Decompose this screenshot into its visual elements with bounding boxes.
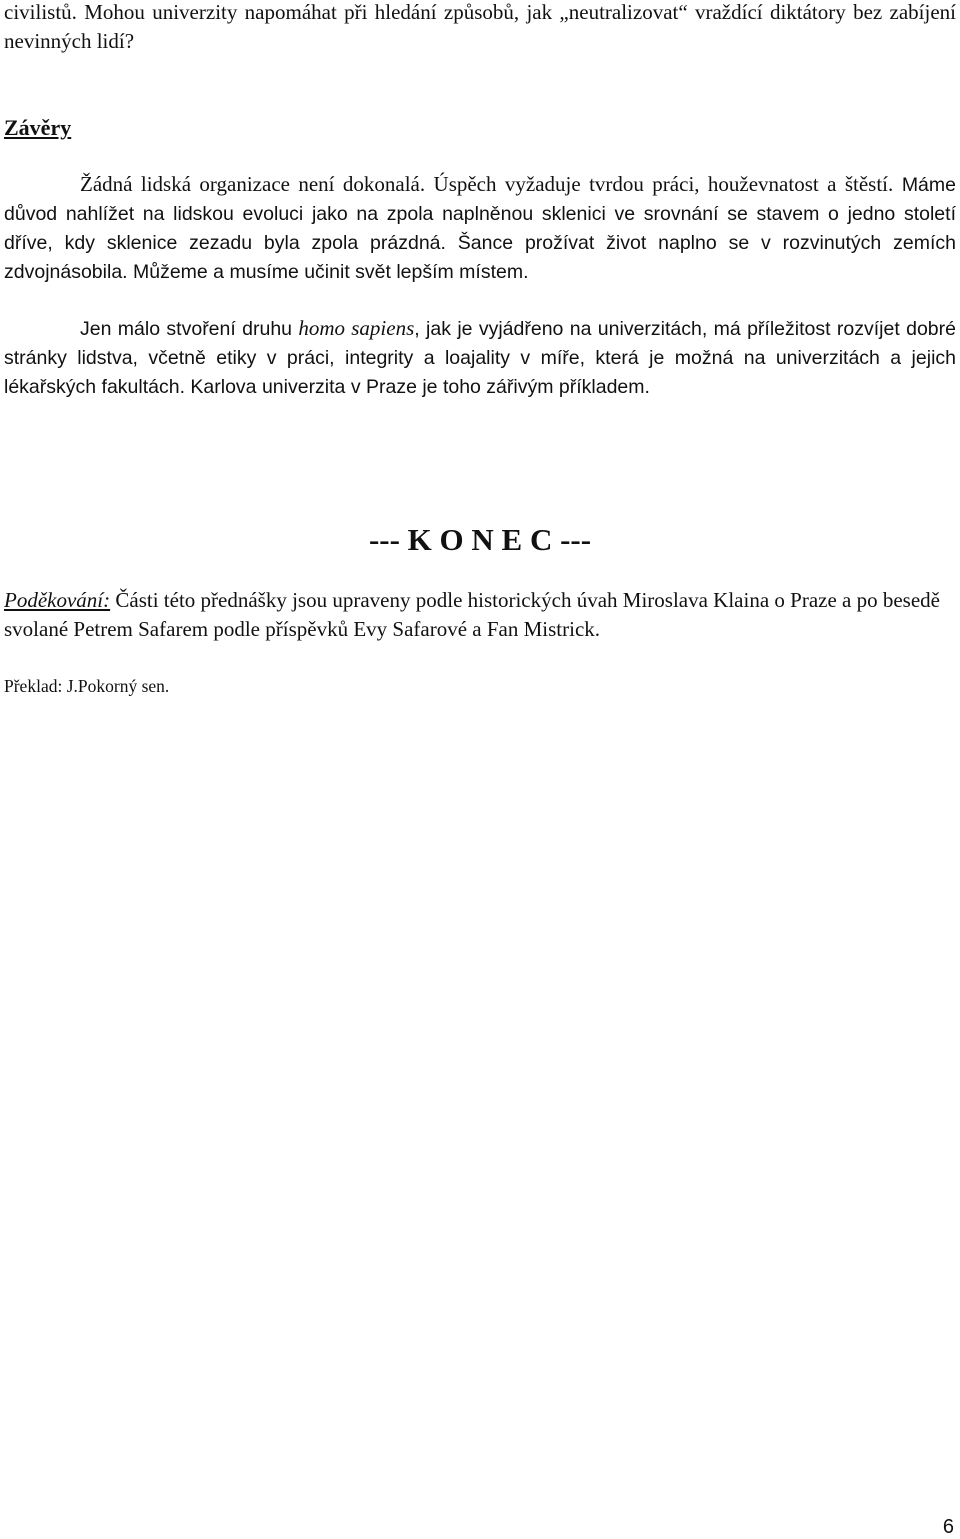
conclusion-text-2: Máme důvod nahlížet na lidskou evoluci jako na zpola naplněnou sklenici ve srovnání se stavem o jedno století dříve, kdy sklenice zezadu byla zpola prázdná. Šance prožívat život naplno se v rozvinutých zemích zdvojnásobila. Můžeme a musíme učinit svět lepším místem. bbox=[4, 174, 956, 283]
sapiens-text-after: , jak je vyjádřeno na univerzitách, má příležitost rozvíjet dobré stránky lidstva, včetně etiky v práci, integrity a loajality v míře, která je možná na univerzitách a jejich lékařských fakultách. Karlova univerzita v Praze je toho zářivým příkladem. bbox=[4, 318, 956, 398]
intro-paragraph bbox=[4, 0, 956, 56]
species-name: homo sapiens bbox=[298, 316, 415, 340]
acknowledgement-text: Části této přednášky jsou upraveny podle historických úvah Miroslava Klaina o Praze a po besedě svolané Petrem Safarem podle příspěvků Evy Safarové a Fan Mistrick. bbox=[4, 588, 940, 641]
section-heading-zavery: Závěry bbox=[4, 115, 72, 140]
translation-credit: Překlad: J.Pokorný sen. bbox=[4, 676, 170, 696]
sapiens-text-before: Jen málo stvoření druhu bbox=[80, 318, 299, 340]
acknowledgement-label: Poděkování: bbox=[4, 588, 111, 612]
acknowledgement-paragraph bbox=[4, 586, 956, 644]
page-number: 6 bbox=[942, 1516, 954, 1538]
intro-text: civilistů. Mohou univerzity napomáhat při hledání způsobů, jak „neutralizovat“ vraždící diktátory bez zabíjení nevinných lidí? bbox=[4, 0, 956, 53]
end-marker: --- K O N E C --- bbox=[368, 522, 592, 557]
conclusion-text-1: Žádná lidská organizace není dokonalá. Úspěch vyžaduje tvrdou práci, houževnatost a štěstí. bbox=[80, 172, 894, 196]
conclusion-paragraph bbox=[4, 170, 956, 287]
sapiens-paragraph bbox=[4, 314, 956, 402]
